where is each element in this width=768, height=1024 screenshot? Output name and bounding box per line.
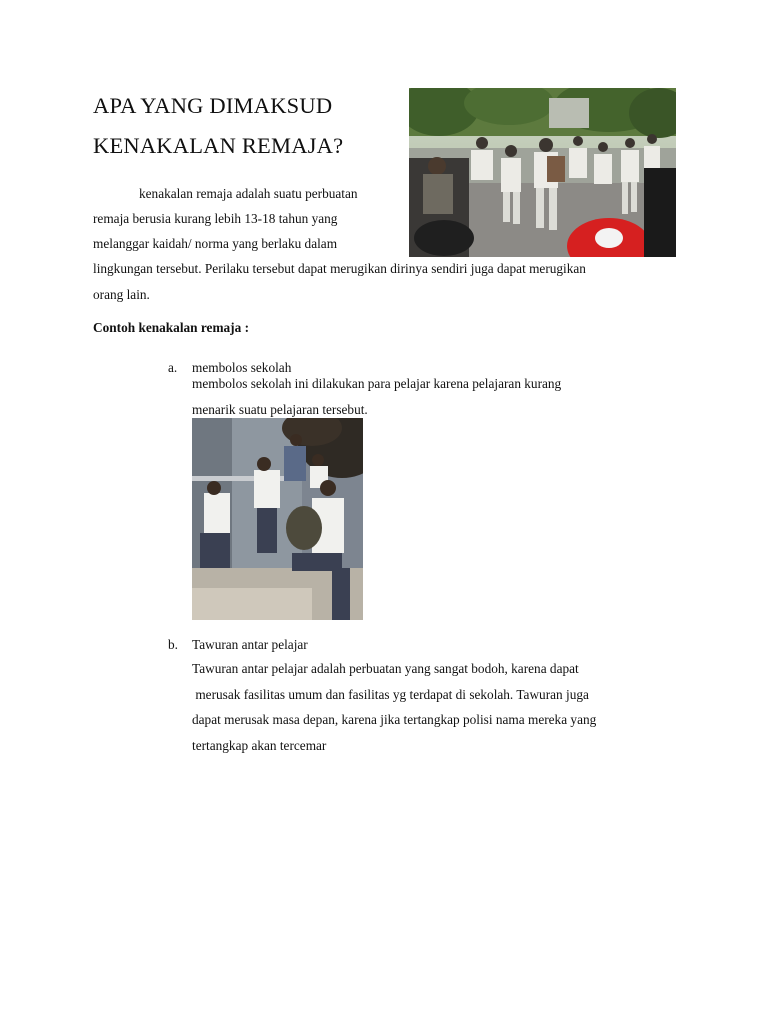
intro-line-4: lingkungan tersebut. Perilaku tersebut dapat merugikan dirinya sendiri juga dapat merugikan bbox=[93, 261, 586, 276]
title-line-1: APA YANG DIMAKSUD bbox=[93, 93, 333, 118]
item-b-desc-line-3: dapat merusak masa depan, karena jika tertangkap polisi nama mereka yang bbox=[192, 712, 597, 727]
item-a-desc-line-1: membolos sekolah ini dilakukan para pelajar karena pelajaran kurang bbox=[192, 376, 562, 391]
document-title bbox=[93, 86, 403, 166]
item-b-desc-line-2: merusak fasilitas umum dan fasilitas yg terdapat di sekolah. Tawuran juga bbox=[192, 686, 589, 702]
item-b-description bbox=[192, 656, 596, 758]
item-a-description bbox=[192, 371, 561, 422]
item-a-marker: a. bbox=[168, 360, 178, 375]
item-b-desc-line-1: Tawuran antar pelajar adalah perbuatan yang sangat bodoh, karena dapat bbox=[192, 661, 579, 676]
item-a-desc-line-2: menarik suatu pelajaran tersebut. bbox=[192, 401, 368, 417]
item-b-title: Tawuran antar pelajar bbox=[192, 637, 308, 652]
student-brawl-photo bbox=[409, 88, 676, 257]
intro-line-5: orang lain. bbox=[93, 287, 150, 302]
item-a-title: membolos sekolah bbox=[192, 360, 292, 375]
title-line-2: KENAKALAN REMAJA? bbox=[93, 133, 344, 158]
students-climbing-wall-photo bbox=[192, 418, 363, 620]
item-b-desc-line-4: tertangkap akan tercemar bbox=[192, 737, 327, 753]
examples-heading: Contoh kenakalan remaja : bbox=[93, 320, 250, 335]
intro-line-2: remaja berusia kurang lebih 13-18 tahun yang bbox=[93, 211, 338, 226]
intro-line-3: melanggar kaidah/ norma yang berlaku dalam bbox=[93, 236, 338, 251]
intro-line-1: kenakalan remaja adalah suatu perbuatan bbox=[139, 186, 358, 201]
item-b-marker: b. bbox=[168, 637, 178, 652]
